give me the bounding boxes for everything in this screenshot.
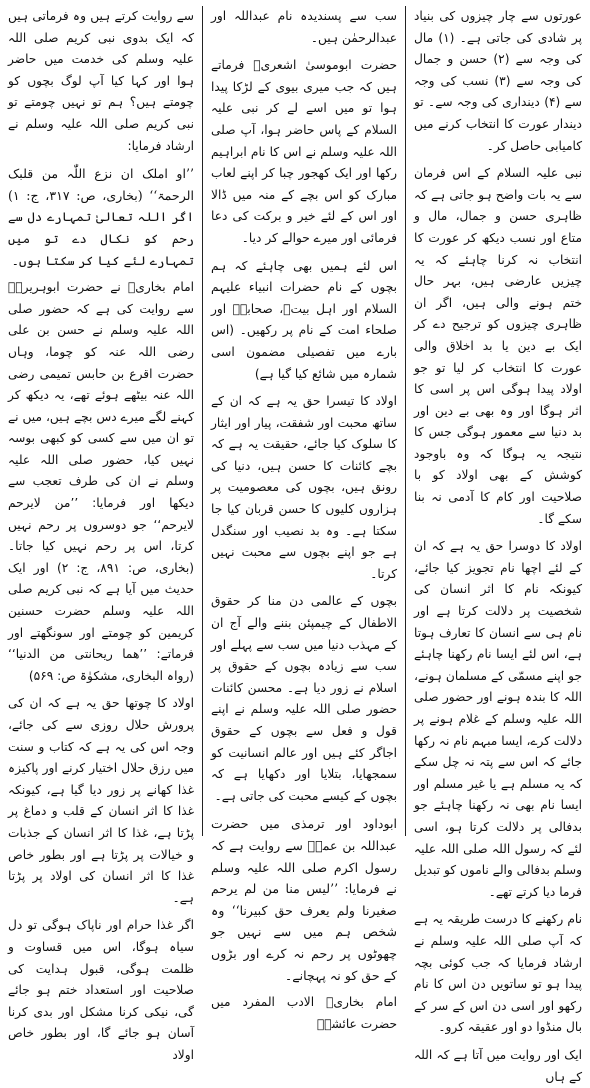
paragraph: اولاد کا دوسرا حق یہ ہے کہ ان کے لئے اچھا نام تجویز کیا جائے، کیونکہ نام کا اثر انسان کی شخصیت پر دلالت کرتا ہے اور نام ہی سے انسان کا تعارف ہوتا ہے، اس لئے ایسا نام رکھنا چاہئے جو اپنے مسمّی کے مسلمان ہونے، اللہ کا بندہ ہونے اور حضور صلی اللہ علیہ وسلم کے غلام ہونے پر دلالت کرے، ایسا مبہم نام نہ رکھا جائے کہ اس سے پتہ نہ چل سکے کہ یہ مسلم ہے یا غیر مسلم اور ایسا نام بھی نہ رکھنا چاہئے جو بدفالی پر دلالت کرتا ہو، اسی لئے کہ رسول اللہ صلی اللہ علیہ وسلم بدفالی والے ناموں کو تبدیل فرما دیا کرتے تھے۔ bbox=[413, 539, 582, 899]
paragraph: حضرت ابوموسیٰ اشعریؓ فرماتے ہیں کہ جب میری بیوی کے لڑکا پیدا ہوا تو میں اسے لے کر نبی علیہ السلام کے پاس حاضر ہوا، آپ صلی اللہ علیہ وسلم نے اس کا نام ابراہیم رکھا اور ایک کھجور چبا کر اپنے لعاب مبارک کو اس بچے کے منہ میں ڈالا اور اس کے لئے خیر و برکت کی دعا فرمائی اور میرے حوالے کر دیا۔ bbox=[211, 58, 397, 245]
paragraph: امام بخاریؒ الادب المفرد میں حضرت عائشہؓ bbox=[211, 995, 397, 1031]
paragraph: بچوں کے عالمی دن منا کر حقوق الاطفال کے چیمپئن بننے والے آج ان کے مہذب دنیا میں سب سے پہلے اور سب سے زیادہ بچوں کے حقوق پر اسلام نے زور دیا ہے۔ محسن کائنات حضور صلی اللہ علیہ وسلم نے اپنے قول و فعل سے بچوں کے حقوق اجاگر کئے ہیں اور عالم انسانیت کو سمجھایا، بتلایا اور دکھایا ہے کہ بچوں کے کیسے محبت کی جاتی ہے۔ bbox=[211, 594, 397, 803]
paragraph: اولاد کا چوتھا حق یہ ہے کہ ان کی پرورش حلال روزی سے کی جائے، وجہ اس کی یہ ہے کہ کتاب و سنت میں رزق حلال اختیار کرنے اور پاکیزہ غذا کھانے پر زور دیا گیا ہے، کیونکہ غذا کا اثر انسان کے قلب و دماغ پر پڑتا ہے، غذا کا اثر انسان کے جذبات و خیالات پر پڑتا ہے اور بطور خاص غذا کا اثر انسان کی اولاد پر پڑتا ہے۔ bbox=[8, 696, 194, 905]
paragraph: اس لئے ہمیں بھی چاہئے کہ ہم بچوں کے نام حضرات انبیاء علیہم السلام اور اہل بیتؓ، صحابہؓ اور صلحاء امت کے نام پر رکھیں۔ (اس بارے میں تفصیلی مضمون اسی شمارہ میں شائع کیا گیا ہے) bbox=[211, 258, 397, 381]
paragraph: اولاد کا تیسرا حق یہ ہے کہ ان کے ساتھ محبت اور شفقت، پیار اور ایثار کا سلوک کیا جائے، حقیقت یہ ہے کہ بچے کائنات کا حسن ہیں، دنیا کی رونق ہیں، بچوں کی معصومیت پر ہزاروں کلیوں کا حسن قربان کیا جا سکتا ہے۔ وہ بد نصیب اور سنگدل ہے جو اپنے بچوں سے محبت نہیں کرتا۔ bbox=[211, 394, 397, 581]
paragraph: ایک اور روایت میں آتا ہے کہ اللہ کے ہاں bbox=[414, 1047, 582, 1084]
text-column-right bbox=[406, 6, 584, 1084]
paragraph: سب سے پسندیدہ نام عبداللہ اور عبدالرحمٰن ہیں۔ bbox=[211, 9, 397, 45]
hadith-paragraph: ابوداود اور ترمذی میں حضرت عبداللہ بن عمرؓ سے روایت ہے کہ رسول اکرم صلی اللہ علیہ وسلم نے فرمایا: ’’لیس منا من لم یرحم صغیرنا ولم یعرف حق کبیرنا‘‘ وہ شخص ہم میں سے نہیں جو چھوٹوں پر رحم نہ کرے اور بڑوں کے حق کو نہ پہچانے۔ bbox=[211, 816, 397, 983]
paragraph: اگر غذا حرام اور ناپاک ہوگی تو دل سیاہ ہوگا، اس میں قساوت و ظلمت ہوگی، قبول ہدایت کی صلاحیت اور استعداد ختم ہو جائے گی، نیکی کرنا مشکل اور بدی کرنا آسان ہو جائے گا، اور بطور خاص اولاد bbox=[8, 918, 194, 1062]
paragraph: نام رکھنے کا درست طریقہ یہ ہے کہ آپ صلی اللہ علیہ وسلم نے ارشاد فرمایا کہ جب کوئی بچہ پیدا ہو تو ساتویں دن اس کا نام رکھو اور اسی دن اس کے سر کے بال منڈوا دو اور عقیقہ کرو۔ bbox=[414, 912, 582, 1035]
text-column-left bbox=[6, 6, 202, 1062]
hadith-paragraph: ’’او املک ان نزع اللّٰہ من قلبک الرحمۃ‘‘ (بخاری، ص: ۳۱۷، ج: ۱) اگر اللہ تعالیٰ تمہارے دل سے رحم کو نکال دے تو میں تمہارے لئے کیا کر سکتا ہوں۔ bbox=[8, 166, 194, 268]
paragraph: امام بخاریؒ نے حضرت ابوہریرہؓ سے روایت کی ہے کہ حضور صلی اللہ علیہ وسلم نے حسن بن علی رضی اللہ عنہ کو چوما، وہاں حضرت اقرع بن حابس تمیمی رضی اللہ عنہ بیٹھے ہوئے تھے، یہ دیکھ کر کہنے لگے میرے دس بچے ہیں، میں نے تو ان میں سے کسی کو کبھی بوسہ نہیں کیا، حضور صلی اللہ علیہ وسلم نے ان کی طرف تعجب سے دیکھا اور فرمایا: ’’من لایرحم لایرحم‘‘ جو دوسروں پر رحم نہیں کرتا، اس پر رحم نہیں کیا جاتا۔ (بخاری، ص: ۸۹۱، ج: ۲) اور ایک حدیث میں آیا ہے کہ نبی کریم صلی اللہ علیہ وسلم حضرت حسنین کریمین کو چومتے اور سونگھتے اور فرماتے: ’’ھما ریحانتی من الدنیا‘‘ (رواہ البخاری، مشکوٰۃ ص: ۵۶۹) bbox=[8, 280, 194, 683]
paragraph: عورتوں سے چار چیزوں کی بنیاد پر شادی کی جاتی ہے۔ (۱) مال کی وجہ سے (۲) حسن و جمال کی وجہ سے (۳) نسب کی وجہ سے (۴) دینداری کی وجہ سے۔ تو دیندار عورت کا انتخاب کرنے میں کامیابی حاصل کر۔ bbox=[414, 9, 582, 153]
paragraph: سے روایت کرتے ہیں وہ فرماتی ہیں کہ ایک بدوی نبی کریم صلی اللہ علیہ وسلم کی خدمت میں حاضر ہوا اور کہا کیا آپ لوگ بچوں کو چومتے ہیں؟ ہم تو نہیں چومتے تو نبی کریم صلی اللہ علیہ وسلم نے ارشاد فرمایا: bbox=[8, 9, 194, 153]
text-column-middle bbox=[202, 6, 406, 1031]
paragraph: نبی علیہ السلام کے اس فرمان سے یہ بات واضح ہو جاتی ہے کہ ظاہری حسن و جمال، مال و متاع اور نسب دیکھ کر عورت کا انتخاب نہ کرنا چاہئے کہ یہ چیزیں عارضی ہیں، بہر حال ختم ہونے والی ہیں، اگر ان ظاہری چیزوں کو ترجیح دے کر ایک بے دین یا بد اخلاق والی عورت کا انتخاب کر لیا تو جو اولاد پیدا ہوگی اس پر اسی کا اثر ہوگا اور وہ بھی بے دین اور بد دنیا سے معمور ہوگی جس کا نتیجہ یہ ہوگا کہ وہ باوجود کوشش کے بھی اولاد کو با صلاحیت اور کام کا آدمی نہ بنا سکے گا۔ bbox=[414, 166, 582, 526]
